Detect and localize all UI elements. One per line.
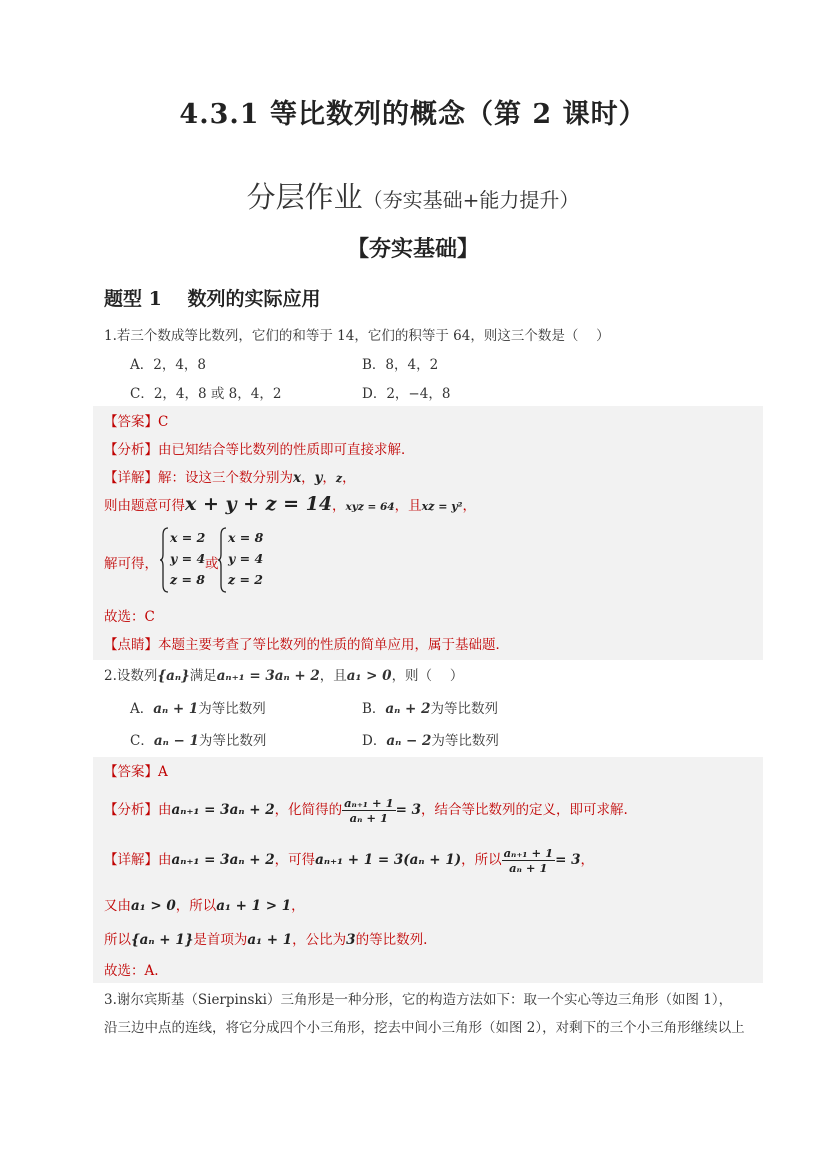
eq-sum: x + y + z = 14 bbox=[185, 493, 333, 515]
q2-line-ineq: a₁ + 1 > 1 bbox=[216, 898, 292, 914]
q2-stem bbox=[104, 664, 463, 684]
eq-sq: xz = y² bbox=[421, 500, 463, 513]
q2-detail-c: ，所以 bbox=[461, 852, 502, 868]
var-x: x bbox=[293, 470, 302, 486]
q2-option-b-text: 为等比数列 bbox=[430, 701, 498, 717]
q3-line1: 3.谢尔宾斯基（Sierpinski）三角形是一种分形，它的构造方法如下：取一个实心等边三角形（如图 1）， bbox=[104, 992, 733, 1008]
section-heading: 题型 1 数列的实际应用 bbox=[104, 288, 321, 310]
q2-option-d-expr: aₙ − 2 bbox=[386, 733, 432, 749]
q2-detail-a: 由 bbox=[158, 852, 172, 868]
q1-solve-prefix: 解可得， bbox=[104, 556, 158, 572]
q3-line2: 沿三边中点的连线，将它分成四个小三角形，挖去中间小三角形（如图 2），对剩下的三个小三角形继续以上 bbox=[104, 1020, 745, 1036]
q1-comment: 【点睛】本题主要考查了等比数列的性质的简单应用，属于基础题． bbox=[104, 637, 509, 653]
q1-detail-text: 解：设这三个数分别为 bbox=[158, 470, 293, 486]
q2-option-c-text: 为等比数列 bbox=[198, 733, 267, 749]
q1-line2-prefix: 则由题意可得 bbox=[104, 498, 185, 514]
var-z: z bbox=[335, 472, 343, 485]
q2-detail-tag: 【详解】 bbox=[104, 852, 158, 868]
q2-option-a-letter: A． bbox=[130, 701, 154, 717]
frac-denominator: aₙ + 1 bbox=[509, 861, 548, 875]
system2 bbox=[228, 527, 263, 590]
q2-line-c: ， bbox=[291, 898, 305, 914]
eq-prod: xyz = 64 bbox=[345, 501, 395, 513]
q2-stem-a: 2.设数列 bbox=[104, 668, 158, 684]
sys2-eq-z: z = 2 bbox=[228, 572, 263, 587]
q1-line2-mid: ，且 bbox=[394, 498, 422, 514]
q2-analysis-b: ，化简得的 bbox=[274, 802, 343, 818]
q2-stem-c: ，且 bbox=[319, 668, 347, 684]
q2-analysis-eq3: = 3 bbox=[395, 802, 421, 818]
q2-conc-ratio: 3 bbox=[346, 932, 356, 948]
q2-stem-d: ，则（ ） bbox=[391, 668, 464, 684]
q1-condition-line: 则由题意可得x + y + z = 14，xyz = 64，且xz = y²， bbox=[104, 493, 476, 515]
q2-recurrence: aₙ₊₁ = 3aₙ + 2 bbox=[216, 668, 320, 684]
subtitle bbox=[0, 175, 826, 216]
q2-detail-b: ，可得 bbox=[274, 852, 316, 868]
q2-conc-b: 是首项为 bbox=[193, 932, 248, 948]
q1-option-b: B．8，4，2 bbox=[362, 357, 439, 373]
q2-condition: a₁ > 0 bbox=[346, 668, 392, 684]
q1-choice: 故选：C bbox=[104, 609, 155, 625]
q2-analysis-a: 由 bbox=[158, 802, 172, 818]
q2-option-d bbox=[362, 729, 499, 749]
q2-detail-d: ， bbox=[580, 852, 594, 868]
q2-conc-c: ，公比为 bbox=[292, 932, 347, 948]
q1-option-c: C．2，4，8 或 8，4，2 bbox=[130, 386, 282, 402]
q2-option-d-letter: D． bbox=[362, 733, 387, 749]
q2-analysis-fraction bbox=[342, 796, 395, 825]
system-or: 或 bbox=[205, 556, 219, 572]
system2-brace bbox=[218, 527, 228, 593]
q2-option-a bbox=[130, 697, 266, 717]
bracket-heading: 【夯实基础】 bbox=[346, 236, 479, 262]
q2-line-a: 又由 bbox=[104, 898, 131, 914]
sys1-eq-x: x = 2 bbox=[170, 530, 206, 545]
q2-conclusion bbox=[104, 928, 427, 948]
q2-analysis-tag: 【分析】 bbox=[104, 802, 158, 818]
q2-conc-seq: {aₙ + 1} bbox=[131, 932, 194, 948]
q2-option-b-letter: B． bbox=[362, 701, 386, 717]
q2-option-c-expr: aₙ − 1 bbox=[153, 733, 199, 749]
frac-numerator: aₙ₊₁ + 1 bbox=[344, 796, 394, 810]
q2-line-cond: a₁ > 0 bbox=[131, 898, 176, 914]
q1-option-a: A．2，4，8 bbox=[130, 357, 207, 373]
q1-stem: 1.若三个数成等比数列，它们的和等于 14，它们的积等于 64，则这三个数是（ ） bbox=[104, 328, 610, 344]
sys2-eq-x: x = 8 bbox=[228, 530, 264, 545]
q2-seq: {aₙ} bbox=[157, 668, 190, 684]
q2-option-a-text: 为等比数列 bbox=[198, 701, 266, 717]
q2-answer: 【答案】A bbox=[104, 764, 168, 780]
q2-option-b bbox=[362, 697, 498, 717]
q2-detail-eq: aₙ₊₁ + 1 = 3(aₙ + 1) bbox=[315, 852, 462, 868]
q2-choice: 故选：A. bbox=[104, 963, 159, 979]
q1-answer: 【答案】C bbox=[104, 414, 169, 430]
system1-brace bbox=[160, 527, 170, 593]
sys1-eq-z: z = 8 bbox=[170, 572, 205, 587]
q2-detail bbox=[104, 846, 594, 875]
var-y: y bbox=[314, 470, 323, 486]
sys1-eq-y: y = 4 bbox=[170, 551, 206, 566]
q2-analysis-c: ，结合等比数列的定义，即可求解. bbox=[421, 802, 628, 818]
system1 bbox=[170, 527, 205, 590]
q2-detail-eq3: = 3 bbox=[555, 852, 581, 868]
q1-analysis: 【分析】由已知结合等比数列的性质即可直接求解． bbox=[104, 442, 415, 458]
q2-line-b: ，所以 bbox=[175, 898, 217, 914]
frac-numerator: aₙ₊₁ + 1 bbox=[503, 846, 554, 860]
q1-detail-tag: 【详解】 bbox=[104, 470, 158, 486]
q1-option-d: D．2，−4，8 bbox=[362, 386, 451, 402]
q2-detail-fraction bbox=[502, 846, 555, 875]
q2-option-a-expr: aₙ + 1 bbox=[153, 701, 199, 717]
q2-option-d-text: 为等比数列 bbox=[431, 733, 499, 749]
q2-stem-b: 满足 bbox=[189, 668, 217, 684]
q2-conc-a: 所以 bbox=[104, 932, 131, 948]
q2-conc-first: a₁ + 1 bbox=[247, 932, 293, 948]
sys2-eq-y: y = 4 bbox=[228, 551, 264, 566]
q2-line bbox=[104, 894, 305, 914]
q2-conc-d: 的等比数列. bbox=[355, 932, 428, 948]
q2-analysis-rec: aₙ₊₁ = 3aₙ + 2 bbox=[171, 802, 275, 818]
subtitle-paren: （夯实基础+能力提升） bbox=[362, 188, 580, 212]
q2-option-b-expr: aₙ + 2 bbox=[385, 701, 431, 717]
q2-option-c bbox=[130, 729, 266, 749]
page-title: 4.3.1 等比数列的概念（第 2 课时） bbox=[179, 99, 647, 130]
q2-option-c-letter: C． bbox=[130, 733, 154, 749]
subtitle-main: 分层作业 bbox=[246, 180, 363, 214]
frac-denominator: aₙ + 1 bbox=[349, 811, 389, 825]
q2-detail-rec: aₙ₊₁ = 3aₙ + 2 bbox=[171, 852, 275, 868]
q1-detail: 【详解】解：设这三个数分别为x，y，z， bbox=[104, 470, 356, 486]
q2-analysis bbox=[104, 796, 628, 825]
